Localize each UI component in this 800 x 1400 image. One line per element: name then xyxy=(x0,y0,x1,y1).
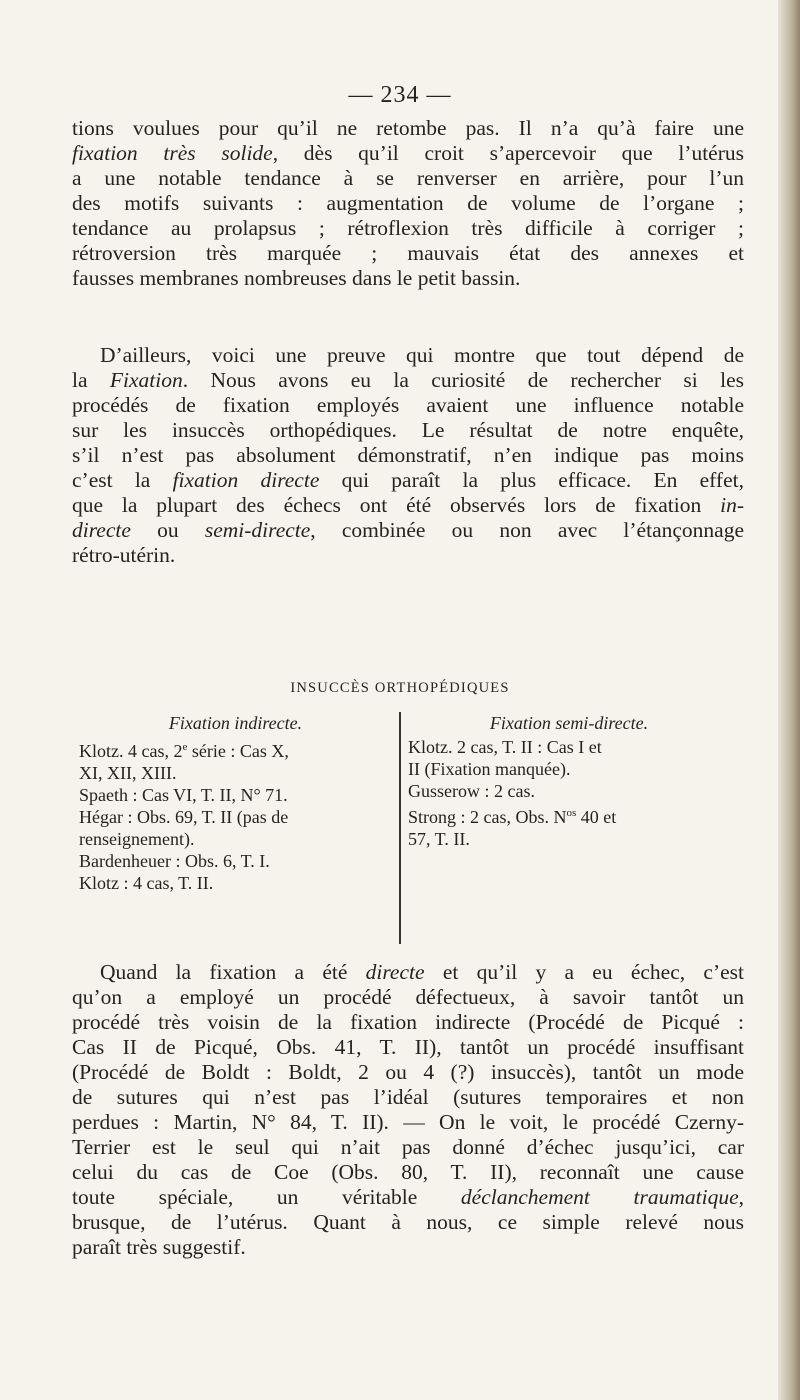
text-line: la Fixation. Nous avons eu la curiosité de rechercher si les xyxy=(72,368,744,392)
table-entry: 57, T. II. xyxy=(408,829,470,849)
table-entry: II (Fixation manquée). xyxy=(408,759,571,779)
paragraph-1 xyxy=(72,116,744,291)
text-line: fausses membranes nombreuses dans le petit bassin. xyxy=(72,266,521,290)
table-entry: Klotz : 4 cas, T. II. xyxy=(79,873,214,893)
paragraph-2 xyxy=(72,343,744,568)
page-number: — 234 — xyxy=(348,82,452,108)
text-line: rétroversion très marquée ; mauvais état des annexes et xyxy=(72,241,744,265)
table-entry: Klotz. 2 cas, T. II : Cas I et xyxy=(408,737,602,757)
table-title: INSUCCÈS ORTHOPÉDIQUES xyxy=(290,680,510,696)
page-edge xyxy=(778,0,800,1400)
table-entry: Hégar : Obs. 69, T. II (pas de xyxy=(79,807,289,827)
text-line: tions voulues pour qu’il ne retombe pas. Il n’a qu’à faire une xyxy=(72,116,744,140)
text-line: a une notable tendance à se renverser en arrière, pour l’un xyxy=(72,166,744,190)
text-line: que la plupart des échecs ont été observés lors de fixation in- xyxy=(72,493,744,517)
text-line: Quand la fixation a été directe et qu’il y a eu échec, c’est xyxy=(100,960,744,984)
table-entry: Bardenheuer : Obs. 6, T. I. xyxy=(79,851,270,871)
text-line: sur les insuccès orthopédiques. Le résultat de notre enquête, xyxy=(72,418,744,442)
text-line: rétro-utérin. xyxy=(72,543,176,567)
table-entry: Strong : 2 cas, Obs. $N^{os}$ 40 et xyxy=(408,807,617,827)
column-heading: Fixation indirecte. xyxy=(168,713,303,733)
column-heading: Fixation semi-directe. xyxy=(489,713,649,733)
text-line: (Procédé de Boldt : Boldt, 2 ou 4 (?) insuccès), tantôt un mode xyxy=(72,1060,744,1084)
text-line: tendance au prolapsus ; rétroflexion très difficile à corriger ; xyxy=(72,216,744,240)
column-divider xyxy=(399,712,401,944)
text-line: s’il n’est pas absolument démonstratif, n’en indique pas moins xyxy=(72,443,744,467)
text-line: D’ailleurs, voici une preuve qui montre que tout dépend de xyxy=(100,343,744,367)
table-entry: Spaeth : Cas VI, T. II, N° 71. xyxy=(79,785,288,805)
emphasis: fixation très solide xyxy=(72,141,273,165)
text-line: fixation très solide, dès qu’il croit s’apercevoir que l’utérus xyxy=(72,141,744,165)
text-line: Cas II de Picqué, Obs. 41, T. II), tantôt un procédé insuffisant xyxy=(72,1035,744,1059)
paragraph-3 xyxy=(72,960,744,1260)
table-entry: renseignement). xyxy=(79,829,195,849)
table-column-indirect xyxy=(79,712,392,894)
text-line: toute spéciale, un véritable déclanchement traumatique, xyxy=(72,1185,744,1209)
text-line: celui du cas de Coe (Obs. 80, T. II), reconnaît une cause xyxy=(72,1160,744,1184)
text-line: perdues : Martin, N° 84, T. II). — On le voit, le procédé Czerny- xyxy=(72,1110,744,1134)
text-line: qu’on a employé un procédé défectueux, à savoir tantôt un xyxy=(72,985,744,1009)
text-line: directe ou semi-directe, combinée ou non avec l’étançonnage xyxy=(72,518,744,542)
text-line: brusque, de l’utérus. Quant à nous, ce simple relevé nous xyxy=(72,1210,744,1234)
text-line: Terrier est le seul qui n’ait pas donné d’échec jusqu’ici, car xyxy=(72,1135,744,1159)
table-entry: Klotz. 4 cas, 2e série : Cas X, xyxy=(79,741,289,761)
table-column-semi-direct xyxy=(408,712,730,850)
text-line: paraît très suggestif. xyxy=(72,1235,246,1259)
table-entry: Gusserow : 2 cas. xyxy=(408,781,535,801)
text-line: c’est la fixation directe qui paraît la plus efficace. En effet, xyxy=(72,468,744,492)
table-entry: XI, XII, XIII. xyxy=(79,763,177,783)
text-line: procédé très voisin de la fixation indirecte (Procédé de Picqué : xyxy=(72,1010,744,1034)
text-line: procédés de fixation employés avaient une influence notable xyxy=(72,393,744,417)
text-line: des motifs suivants : augmentation de volume de l’organe ; xyxy=(72,191,744,215)
text-line: de sutures qui n’est pas l’idéal (sutures temporaires et non xyxy=(72,1085,744,1109)
